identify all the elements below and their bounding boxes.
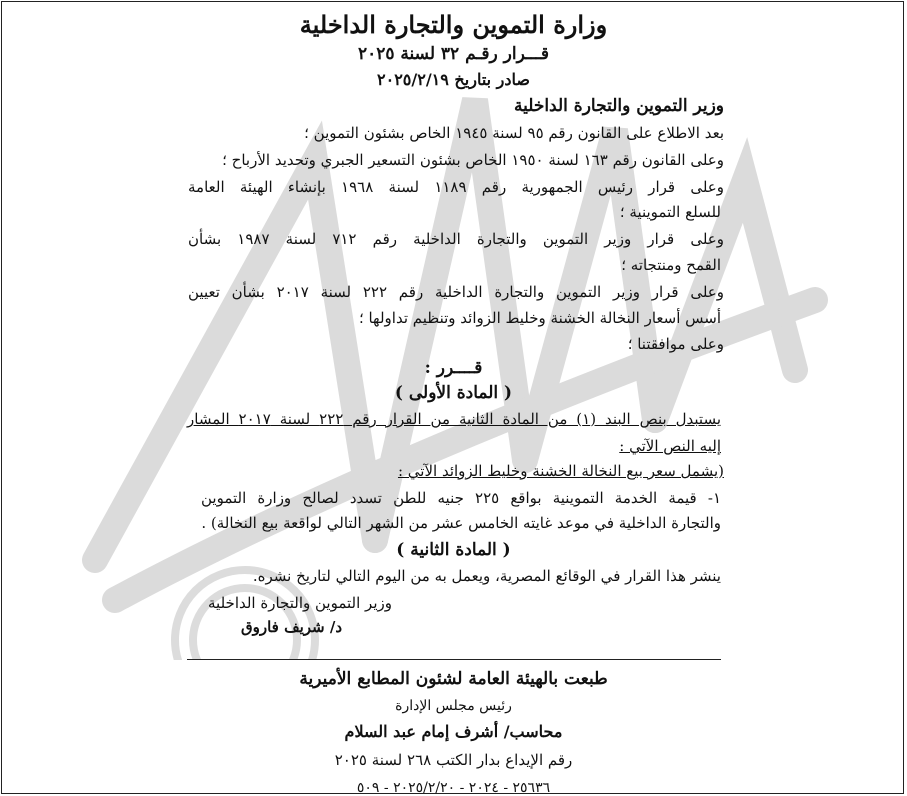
- preamble-line: بعد الاطلاع على القانون رقم ٩٥ لسنة ١٩٤٥ الخاص بشئون التموين ؛: [304, 124, 724, 142]
- article1-line: (يشمل سعر بيع النخالة الخشنة وخليط الزوائد الآتي :: [397, 462, 724, 480]
- board-head-title: رئيس مجلس الإدارة: [395, 698, 512, 714]
- preamble-line: للسلع التموينية ؛: [619, 203, 721, 221]
- article2-text: ينشر هذا القرار في الوقائع المصرية، ويعمل به من اليوم التالي لتاريخ نشره.: [252, 567, 721, 585]
- signature-title: وزير التموين والتجارة الداخلية: [208, 594, 392, 612]
- preamble-line: وعلى قرار رئيس الجمهورية رقم ١١٨٩ لسنة ١٩٦٨ بإنشاء الهيئة العامة: [188, 178, 724, 196]
- board-head-name: محاسب/ أشرف إمام عبد السلام: [344, 722, 563, 741]
- preamble-line: وعلى موافقتنا ؛: [627, 335, 724, 353]
- article1-line: ١- قيمة الخدمة التموينية بواقع ٢٢٥ جنيه للطن تسدد لصالح وزارة التموين: [201, 489, 722, 507]
- preamble-line: وعلى قرار وزير التموين والتجارة الداخلية رقم ٢٢٢ لسنة ٢٠١٧ بشأن تعيين: [188, 283, 724, 301]
- ministry-title: وزارة التموين والتجارة الداخلية: [299, 10, 608, 39]
- article1-line: والتجارة الداخلية في موعد غايته الخامس عشر من الشهر التالي لواقعة بيع النخالة) .: [201, 514, 721, 532]
- decree-number: قـــرار رقـم ٣٢ لسنة ٢٠٢٥: [357, 44, 550, 64]
- preamble-line: وعلى قرار وزير التموين والتجارة الداخلية رقم ٧١٢ لسنة ١٩٨٧ بشأن: [188, 230, 724, 248]
- article1-heading: ( المادة الأولى ): [394, 383, 513, 403]
- preamble-line: وعلى القانون رقم ١٦٣ لسنة ١٩٥٠ الخاص بشئون التسعير الجبري وتحديد الأرباح ؛: [222, 151, 724, 169]
- issue-date: صادر بتاريخ ٢٠٢٥/٢/١٩: [377, 70, 530, 89]
- decides-heading: قــــرر :: [424, 358, 483, 378]
- deposit-number: رقم الإيداع بدار الكتب ٢٦٨ لسنة ٢٠٢٥: [334, 751, 573, 769]
- signature-name: د/ شريف فاروق: [240, 618, 342, 636]
- preamble-line: القمح ومنتجاته ؛: [621, 256, 721, 274]
- print-code: ٢٥٦٣٦ - ٢٠٢٤ - ٢٠٢٥/٢/٢٠ - ٥٠٩: [356, 780, 551, 796]
- article1-line: يستبدل بنص البند (١) من المادة الثانية من القرار رقم ٢٢٢ لسنة ٢٠١٧ المشار: [187, 410, 721, 428]
- preamble-line: أسس أسعار النخالة الخشنة وخليط الزوائد وتنظيم تداولها ؛: [358, 309, 721, 327]
- article1-line: إليه النص الآتي :: [619, 437, 721, 455]
- article2-heading: ( المادة الثانية ): [396, 540, 511, 560]
- printer-name: طبعت بالهيئة العامة لشئون المطابع الأميرية: [299, 669, 608, 689]
- minister-heading: وزير التموين والتجارة الداخلية: [513, 96, 724, 116]
